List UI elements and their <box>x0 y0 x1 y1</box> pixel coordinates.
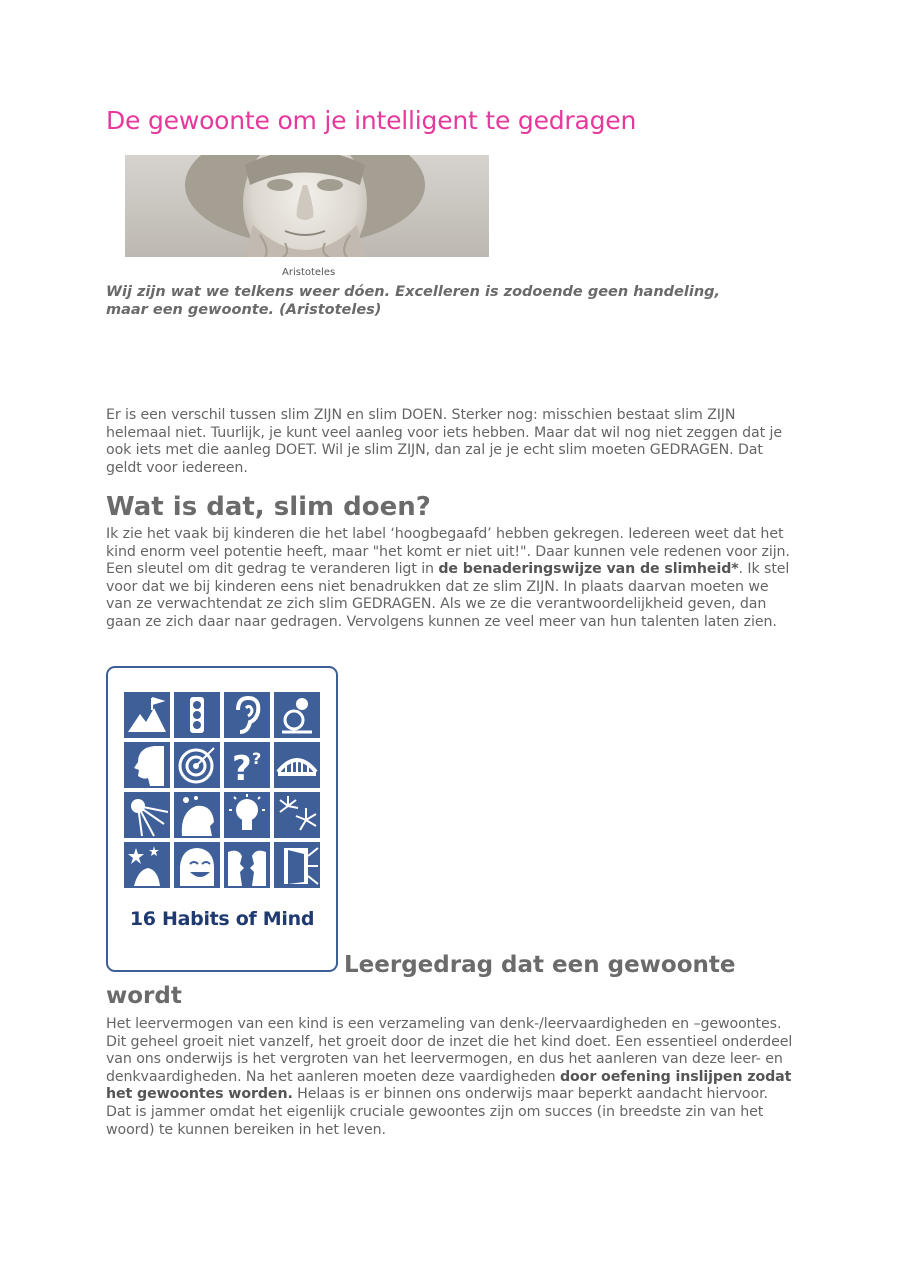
paragraph-text-start: Het leervermogen van een kind is een verzameling van denk-/leervaardigheden en –gewoontes. Dit geheel groeit niet vanzelf, het groeit door de inzet die het kind doet. Een essentieel onderdeel van ons onderwijs is het vergroten van het leervermogen, en dus het aanleren van deze leer- en denkvaardigheden. Na het aanleren moeten deze vaardigheden <box>106 1016 793 1085</box>
paragraph-text-end: . Ik stel voor dat we bij kinderen eens niet benadrukken dat ze slim ZIJN. In plaats daarvan moeten we van ze verwachtendat ze zich slim GEDRAGEN. Als we ze die verantwoordelijkheid geven, dan gaan ze zich daar naar gedragen. Vervolgens kunnen ze veel meer van hun talenten laten zien. <box>106 561 790 630</box>
paragraph-text-start: Ik zie het vaak bij kinderen die het label ‘hoogbegaafd’ hebben gekregen. Iedereen weet dat het kind enorm veel potentie heeft, maar "het komt er niet uit!". Daar kunnen vele redenen voor zijn. Een sleutel om dit gedrag te veranderen ligt in <box>106 526 790 578</box>
aristotle-quote: Wij zijn wat we telkens weer dóen. Excelleren is zodoende geen handeling, maar een gewoonte. (Aristoteles) <box>106 284 721 318</box>
leervermogen-paragraph <box>106 1016 796 1139</box>
bold-phrase: de benaderingswijze van de slimheid* <box>438 561 739 578</box>
habits-icon-grid <box>124 692 324 892</box>
question-marks-icon <box>224 742 270 788</box>
mountain-flag-icon <box>124 692 170 738</box>
traffic-light-icon <box>174 692 220 738</box>
section-heading-slim-doen: Wat is dat, slim doen? <box>106 492 431 522</box>
lightbulb-icon <box>224 792 270 838</box>
svg-text:?: ? <box>252 749 262 768</box>
face-profile-icon <box>124 742 170 788</box>
habits-of-mind-image <box>106 666 338 972</box>
two-faces-icon <box>224 842 270 888</box>
puzzle-thinking-icon <box>274 692 320 738</box>
sunburst-icon <box>124 792 170 838</box>
bridge-icon <box>274 742 320 788</box>
stars-icon <box>124 842 170 888</box>
laughing-face-icon <box>174 842 220 888</box>
paragraph-text-end: Helaas is er binnen ons onderwijs maar beperkt aandacht hiervoor. Dat is jammer omdat het eigenlijk cruciale gewoontes zijn om succes (in breedste zin van het woord) te kunnen bereiken in het leven. <box>106 1086 768 1138</box>
svg-text:?: ? <box>232 749 252 788</box>
fireworks-icon <box>274 792 320 838</box>
image-caption: Aristoteles <box>282 267 336 278</box>
aristotle-bust-drawing <box>125 155 489 257</box>
slim-doen-paragraph <box>106 526 796 632</box>
open-door-icon <box>274 842 320 888</box>
target-arrow-icon <box>174 742 220 788</box>
page-title: De gewoonte om je intelligent te gedragen <box>106 106 637 135</box>
habits-of-mind-label: 16 Habits of Mind <box>129 908 315 930</box>
creative-face-icon <box>174 792 220 838</box>
intro-paragraph: Er is een verschil tussen slim ZIJN en slim DOEN. Sterker nog: misschien bestaat slim ZIJN helemaal niet. Tuurlijk, je kunt veel aanleg voor iets hebben. Maar dat wil nog niet zeggen dat je ook iets met die aanleg DOET. Wil je slim ZIJN, dan zal je je echt slim moeten GEDRAGEN. Dat geldt voor iedereen. <box>106 407 782 476</box>
ear-icon <box>224 692 270 738</box>
section-heading-leergedrag: Leergedrag dat een gewoonte <box>344 952 736 978</box>
bold-phrase: door oefening inslijpen zodat het gewoontes worden. <box>106 1068 792 1103</box>
aristotle-bust-image <box>125 155 489 257</box>
section-heading-leergedrag-continued: wordt <box>106 983 182 1009</box>
